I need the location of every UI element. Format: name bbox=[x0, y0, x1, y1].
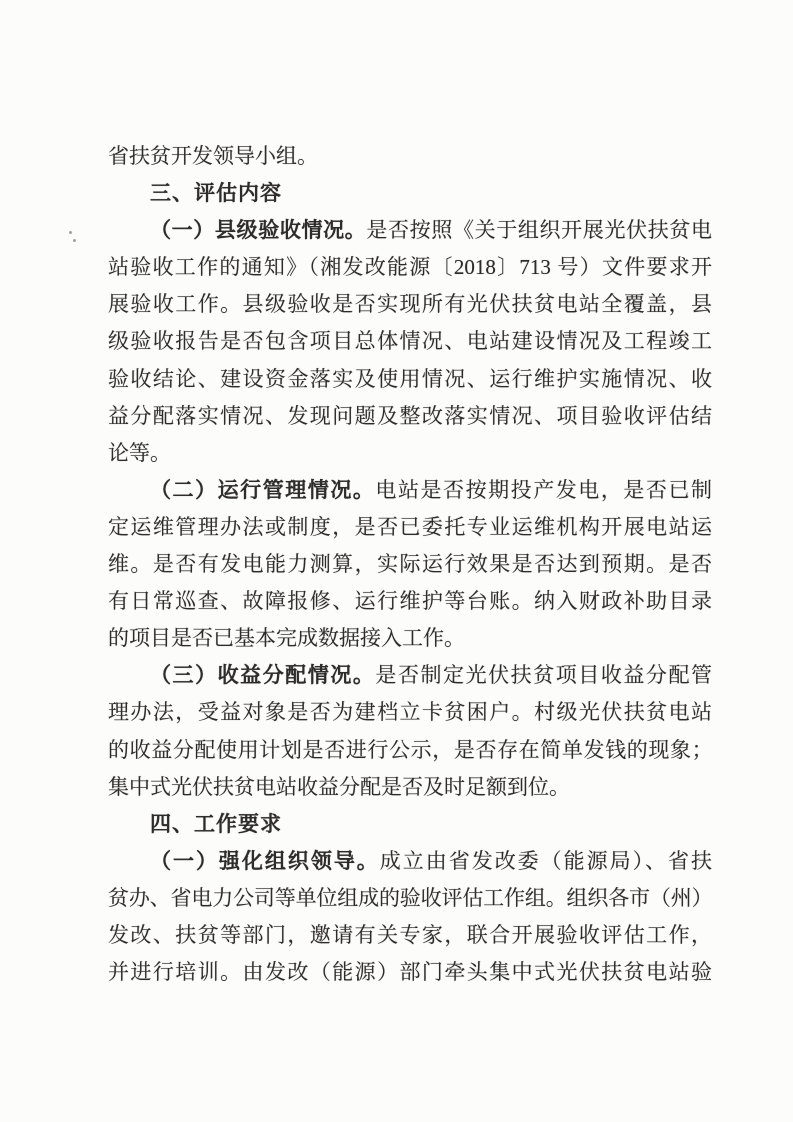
emphasis-text: 三、评估内容 bbox=[150, 182, 282, 206]
text-line bbox=[108, 620, 712, 657]
emphasis-text: （二）运行管理情况。 bbox=[150, 477, 376, 502]
emphasis-text: （三）收益分配情况。 bbox=[150, 663, 376, 688]
text-line bbox=[108, 212, 712, 249]
body-text: 省扶贫开发领导小组。 bbox=[108, 144, 318, 168]
text-line bbox=[108, 472, 712, 509]
text-body bbox=[108, 138, 712, 991]
body-text: 发改、扶贫等部门，邀请有关专家，联合开展验收评估工作， bbox=[108, 922, 712, 947]
text-line bbox=[108, 917, 712, 954]
emphasis-text: （一）强化组织领导。 bbox=[150, 848, 380, 873]
text-line bbox=[108, 398, 712, 435]
body-text: 理办法，受益对象是否为建档立卡贫困户。村级光伏扶贫电站 bbox=[108, 700, 712, 725]
body-text: 站验收工作的通知》（湘发改能源〔2018〕713 号）文件要求开 bbox=[108, 255, 712, 280]
text-line bbox=[108, 286, 712, 323]
text-line bbox=[108, 657, 712, 694]
scan-speck bbox=[73, 239, 76, 242]
text-line bbox=[108, 880, 712, 917]
text-line bbox=[108, 435, 712, 472]
body-text: 电站是否按期投产发电，是否已制 bbox=[375, 477, 713, 502]
text-line bbox=[108, 546, 712, 583]
text-line bbox=[108, 138, 712, 175]
body-text: 展验收工作。县级验收是否实现所有光伏扶贫电站全覆盖，县 bbox=[108, 292, 712, 317]
body-text: 级验收报告是否包含项目总体情况、电站建设情况及工程竣工 bbox=[108, 329, 712, 354]
body-text: 论等。 bbox=[108, 440, 171, 465]
scan-speck bbox=[69, 231, 72, 234]
text-line bbox=[108, 954, 712, 991]
body-text: 是否制定光伏扶贫项目收益分配管 bbox=[375, 663, 713, 688]
body-text: 定运维管理办法或制度，是否已委托专业运维机构开展电站运 bbox=[108, 514, 712, 539]
body-text: 验收结论、建设资金落实及使用情况、运行维护实施情况、收 bbox=[108, 366, 712, 391]
text-line bbox=[108, 249, 712, 286]
body-text: 的收益分配使用计划是否进行公示，是否存在简单发钱的现象； bbox=[108, 737, 712, 762]
text-line bbox=[108, 509, 712, 546]
text-line bbox=[108, 323, 712, 360]
text-line bbox=[108, 361, 712, 398]
section-heading bbox=[108, 806, 712, 843]
text-line bbox=[108, 769, 712, 806]
body-text: 维。是否有发电能力测算，实际运行效果是否达到预期。是否 bbox=[108, 552, 712, 577]
text-line bbox=[108, 694, 712, 731]
body-text: 成立由省发改委（能源局）、省扶 bbox=[379, 848, 713, 873]
section-heading bbox=[108, 175, 712, 212]
text-line bbox=[108, 732, 712, 769]
body-text: 益分配落实情况、发现问题及整改落实情况、项目验收评估结 bbox=[108, 403, 712, 428]
body-text: 并进行培训。由发改（能源）部门牵头集中式光伏扶贫电站验 bbox=[108, 960, 712, 985]
body-text: 集中式光伏扶贫电站收益分配是否及时足额到位。 bbox=[108, 774, 570, 799]
body-text: 是否按照《关于组织开展光伏扶贫电 bbox=[366, 218, 713, 243]
emphasis-text: 四、工作要求 bbox=[150, 812, 282, 836]
body-text: 贫办、省电力公司等单位组成的验收评估工作组。组织各市（州） bbox=[108, 885, 712, 910]
emphasis-text: （一）县级验收情况。 bbox=[150, 218, 367, 243]
body-text: 有日常巡查、故障报修、运行维护等台账。纳入财政补助目录 bbox=[108, 589, 712, 614]
text-line bbox=[108, 583, 712, 620]
body-text: 的项目是否已基本完成数据接入工作。 bbox=[108, 626, 465, 651]
text-line bbox=[108, 843, 712, 880]
